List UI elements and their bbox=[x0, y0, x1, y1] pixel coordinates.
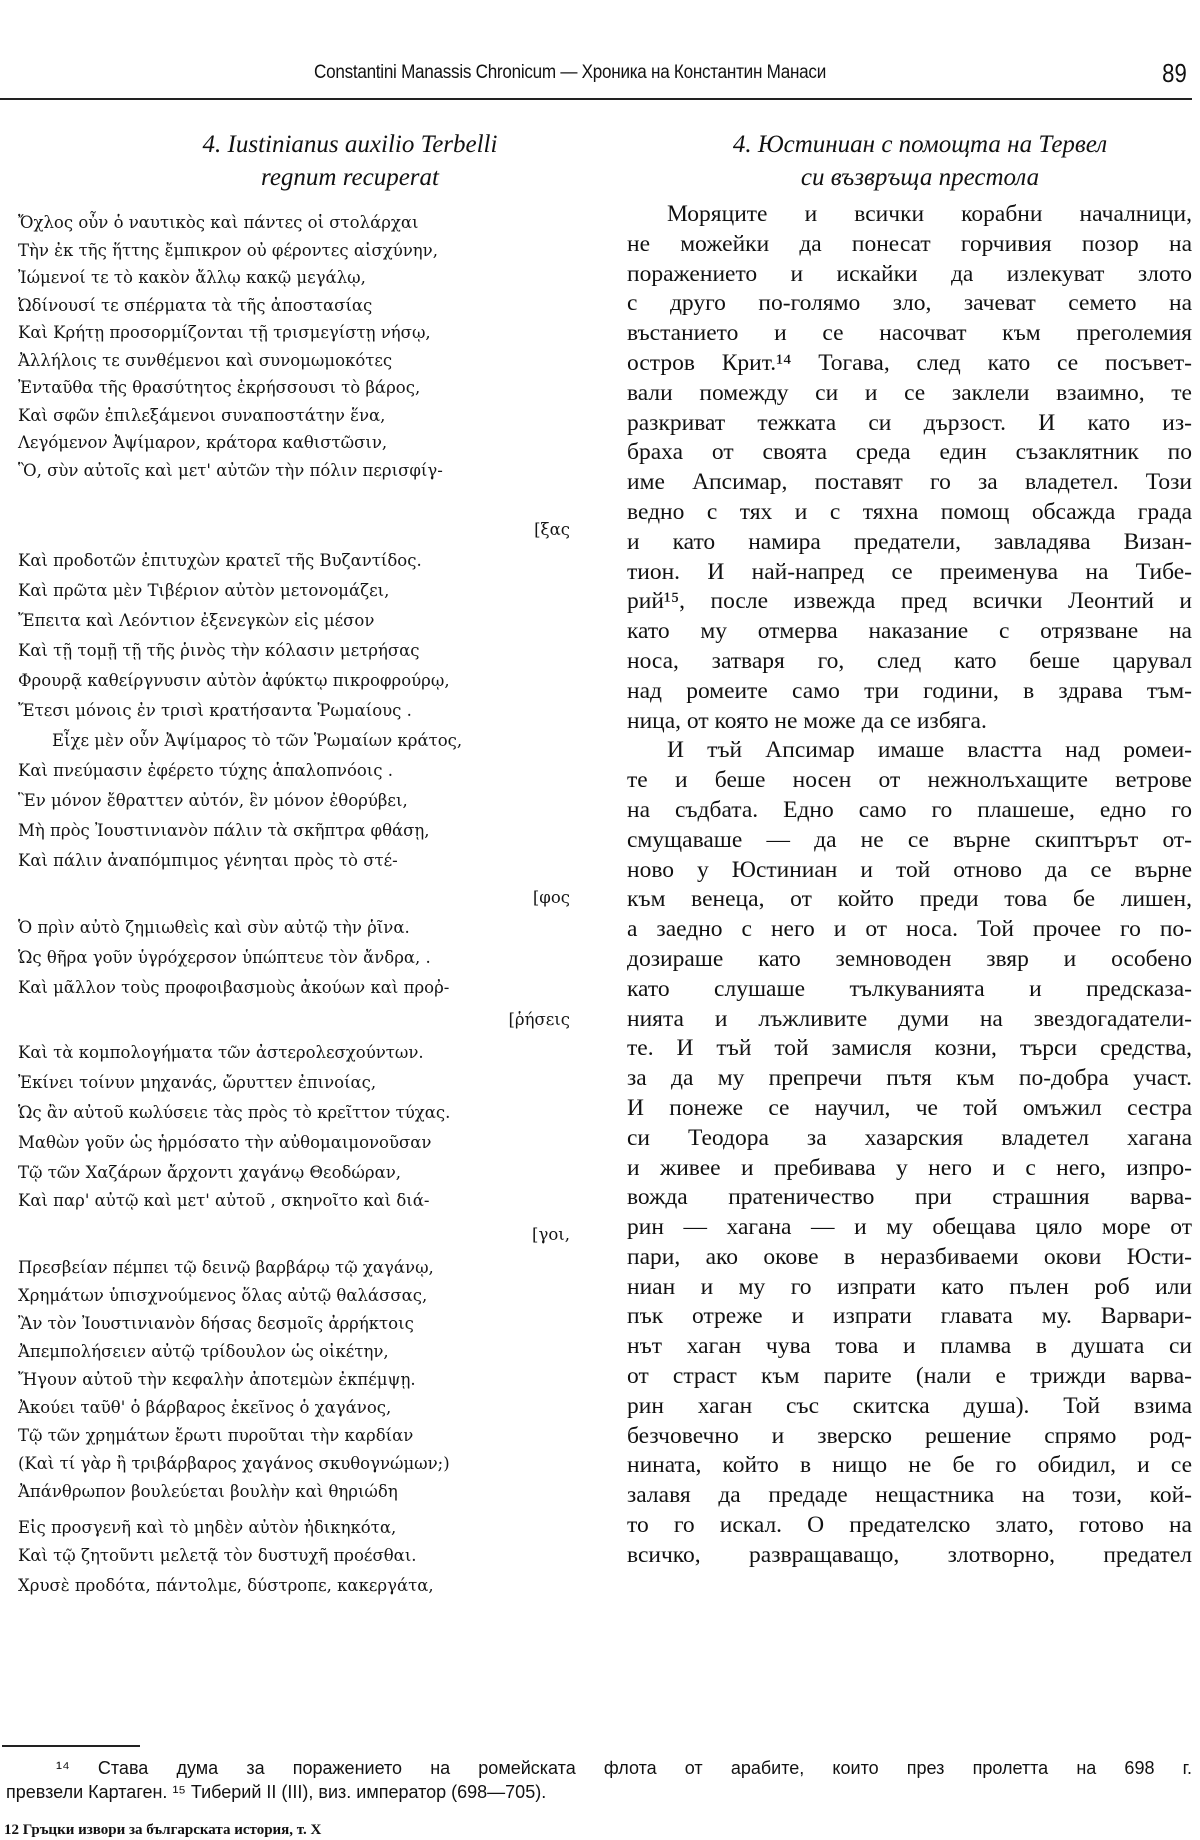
text-line: носа, затваря го, след като беше царувал bbox=[627, 647, 1192, 674]
greek-verse-line: Μὴ πρὸς Ἰουστινιανὸν πάλιν τὰ σκῆπτρα φθάσῃ, bbox=[18, 821, 430, 840]
greek-verse-line: Ἂν τὸν Ἰουστινιανὸν δήσας δεσμοῖς ἀρρήκτοις bbox=[18, 1314, 414, 1333]
text-line: на съдбата. Едно само го плашеше, едно го bbox=[627, 796, 1192, 823]
bulgarian-title-line-2: си възвръща престола bbox=[800, 164, 1040, 191]
greek-verse-line: Ἔπειτα καὶ Λεόντιον ἐξενεγκὼν εἰς μέσον bbox=[18, 611, 375, 630]
greek-verse-line: Εἶχε μὲν οὖν Ἀψίμαρος τὸ τῶν Ῥωμαίων κράτος, bbox=[52, 731, 463, 750]
text-line: нината, който в нищо не бе го обидил, и се bbox=[627, 1452, 1192, 1479]
greek-verse-line: Καὶ πνεύμασιν ἐφέρετο τύχης ἁπαλοπνόοις . bbox=[18, 761, 394, 780]
greek-verse-line: Ἀπεμπολήσειεν αὐτῷ τρίδουλον ὡς οἰκέτην, bbox=[18, 1342, 389, 1361]
text-line: а заедно с него и от носа. Той прочее го по- bbox=[627, 916, 1192, 943]
text-line: залавя да предаде нещастника на този, кой- bbox=[627, 1482, 1192, 1509]
text-line: нията и лъжливите думи на звездогадатели- bbox=[627, 1005, 1192, 1032]
greek-verse-line: Καὶ μᾶλλον τοὺς προφοιβασμοὺς ἀκούων καὶ προῤ- bbox=[18, 978, 450, 997]
greek-verse-line: Ἀπάνθρωπον βουλεύεται βουλὴν καὶ θηριώδη bbox=[18, 1482, 398, 1501]
signature-mark: 12 Гръцки извори за българската история, т. X bbox=[4, 1822, 322, 1838]
footnote-14: ¹⁴ Става дума за поражението на ромейската флота от арабите, които през пролетта на 698 г. bbox=[56, 1758, 1192, 1778]
text-line: рий¹⁵, после извежда пред всички Леонтий и bbox=[627, 588, 1192, 615]
text-line: за да му препречи пътя към по-добра участ. bbox=[627, 1065, 1192, 1092]
text-line: като слушаше тълкуванията и предсказа- bbox=[627, 975, 1192, 1002]
text-line: Моряците и всички корабни началници, bbox=[667, 201, 1192, 227]
greek-verse-line: Ὡς ἂν αὐτοῦ κωλύσειε τὰς πρὸς τὸ κρεῖττον τύχας. bbox=[18, 1103, 451, 1122]
running-head: Constantini Manassis Chronicum — Хроника на Константин Манаси bbox=[314, 62, 826, 83]
verse-continuation: [γοι, bbox=[532, 1225, 570, 1244]
text-line: смущаваше — да не се върне скиптърът от- bbox=[627, 826, 1192, 853]
text-line: и като намира предатели, завладява Визан- bbox=[627, 528, 1192, 555]
text-line: безчовечно и зверско решение спрямо род- bbox=[627, 1422, 1192, 1449]
greek-verse-line: Εἰς προσγενῆ καὶ τὸ μηδὲν αὐτὸν ἠδικηκότα, bbox=[18, 1518, 397, 1537]
text-line: като му отмерва наказание с отрязване на bbox=[627, 618, 1192, 645]
text-line: вали помежду си и се заклели взаимно, те bbox=[627, 379, 1192, 406]
greek-verse-line: Καὶ τῷ ζητοῦντι μελετᾷ τὸν δυστυχῆ προέσθαι. bbox=[18, 1546, 417, 1565]
footnote-15: превзели Картаген. ¹⁵ Тиберий II (III), виз. император (698—705). bbox=[6, 1782, 547, 1802]
greek-verse-line: Ἤγουν αὐτοῦ τὴν κεφαλὴν ἀποτεμὼν ἐκπέμψῃ. bbox=[18, 1370, 416, 1389]
paragraph bbox=[627, 736, 1192, 1570]
greek-verse-line: Ἀλλήλοις τε συνθέμενοι καὶ συνομωμοκότες bbox=[18, 351, 393, 370]
greek-verse-line: Καὶ πρῶτα μὲν Τιβέριον αὐτὸν μετονομάζει, bbox=[18, 581, 390, 600]
text-line: браха от своята среда един съзаклятник по bbox=[627, 439, 1192, 466]
greek-verse-line: Ἀκούει ταῦθ' ὁ βάρβαρος ἐκεῖνος ὁ χαγάνος, bbox=[18, 1398, 392, 1417]
text-line: ведно с тях и с тяхна помощ обсажда града bbox=[627, 498, 1192, 525]
text-line: вожда пратеничество при страшния варва- bbox=[627, 1184, 1192, 1211]
text-line: с друго по-голямо зло, зачеват семето на bbox=[627, 290, 1192, 317]
text-line: въстанието и се насочват към преголемия bbox=[627, 320, 1192, 347]
text-line: към венеца, от който преди това бе лишен, bbox=[627, 886, 1192, 913]
greek-verse-line: Ἰώμενοί τε τὸ κακὸν ἄλλῳ κακῷ μεγάλῳ, bbox=[18, 268, 366, 287]
text-line: рин хаган със скитска душа). Той взима bbox=[627, 1392, 1192, 1419]
greek-title-line-1: 4. Iustinianus auxilio Terbelli bbox=[202, 131, 498, 158]
greek-verse-line: Ὄχλος οὖν ὁ ναυτικὸς καὶ πάντες οἱ στολάρχαι bbox=[18, 213, 419, 232]
greek-section-title bbox=[90, 128, 610, 194]
text-line: ново у Юстиниан и той отново да се върне bbox=[627, 856, 1192, 883]
text-line: те. И тъй той замисля козни, търси средства, bbox=[627, 1035, 1192, 1062]
greek-verse-line: Καὶ προδοτῶν ἐπιτυχὼν κρατεῖ τῆς Βυζαντίδος. bbox=[18, 551, 422, 570]
greek-verse-line: Λεγόμενον Ἀψίμαρον, κράτορα καθιστῶσιν, bbox=[18, 433, 388, 452]
greek-verse-line: Ἔτεσι μόνοις ἐν τρισὶ κρατήσαντα Ῥωμαίους . bbox=[18, 701, 412, 720]
text-line: ница, от която не може да се избяга. bbox=[627, 707, 987, 734]
header-rule bbox=[0, 98, 1192, 100]
text-line: над ромеите само три години, в здрава тъм- bbox=[627, 677, 1192, 704]
text-line: поражението и искайки да излекуват злото bbox=[627, 260, 1192, 287]
verse-continuation: [ξας bbox=[534, 520, 570, 539]
text-line: ниан и му го изпрати като пълен роб или bbox=[627, 1273, 1192, 1300]
greek-verse-line: Καὶ παρ' αὐτῷ καὶ μετ' αὐτοῦ , σκηνοῖτο καὶ διά- bbox=[18, 1191, 430, 1210]
page-number: 89 bbox=[1162, 58, 1187, 88]
text-line: име Апсимар, поставят го за владетел. Този bbox=[627, 469, 1192, 496]
greek-verse-line: Ὁ πρὶν αὐτὸ ζημιωθεὶς καὶ σὺν αὐτῷ τὴν ῥῖνα. bbox=[18, 918, 410, 937]
greek-verse-line: Ἐνταῦθα τῆς θρασύτητος ἐκρήσσουσι τὸ βάρος, bbox=[18, 378, 421, 397]
greek-verse-line: Ὠδίνουσί τε σπέρματα τὰ τῆς ἀποστασίας bbox=[18, 296, 373, 315]
greek-verse-line: Ἓν μόνον ἔθραττεν αὐτόν, ἓν μόνον ἐθορύβει, bbox=[18, 791, 408, 810]
footnote-rule bbox=[2, 1745, 140, 1747]
verse-continuation: [ῥήσεις bbox=[508, 1010, 570, 1029]
greek-verse-line: Καὶ σφῶν ἐπιλεξάμενοι συναποστάτην ἕνα, bbox=[18, 406, 386, 425]
text-line: И понеже се научил, че той омъжил сестра bbox=[627, 1094, 1192, 1121]
text-line: всичко, развращаващо, злотворно, предател bbox=[627, 1541, 1192, 1568]
greek-verse-line: Φρουρᾷ καθείργνυσιν αὐτὸν ἀφύκτῳ πικροφρούρῳ, bbox=[18, 671, 450, 690]
greek-verse-line: Χρυσὲ προδότα, πάντολμε, δύστροπε, κακεργάτα, bbox=[18, 1576, 434, 1595]
bulgarian-section-title bbox=[660, 128, 1180, 194]
paragraph bbox=[627, 200, 1192, 736]
greek-verse-line: Ἐκίνει τοίνυν μηχανάς, ὤρυττεν ἐπινοίας, bbox=[18, 1073, 377, 1092]
text-line: остров Крит.¹⁴ Тогава, след като се посъвет- bbox=[627, 349, 1192, 376]
text-line: пък отреже и изпрати главата му. Варвари- bbox=[627, 1303, 1192, 1330]
text-line: И тъй Апсимар имаше властта над ромеи- bbox=[667, 737, 1192, 764]
greek-title-line-2: regnum recuperat bbox=[261, 164, 439, 191]
text-line: нът хаган чува това и пламва в душата си bbox=[627, 1333, 1192, 1360]
text-line: от страст към парите (нали е трижди варва- bbox=[627, 1363, 1192, 1390]
greek-verse-line: Ὡς θῆρα γοῦν ὑγρόχερσον ὑπώπτευε τὸν ἄνδρα, . bbox=[18, 948, 431, 967]
text-line: и живее и пребивава у него и с него, изпро- bbox=[627, 1154, 1192, 1181]
greek-verse-line: Μαθὼν γοῦν ὡς ἡρμόσατο τὴν αὐθομαιμονοῦσαν bbox=[18, 1133, 432, 1152]
text-line: не можейки да понесат горчивия позор на bbox=[627, 230, 1192, 257]
greek-verse-line: Χρημάτων ὑπισχνούμενος ὅλας αὐτῷ θαλάσσας, bbox=[18, 1286, 428, 1305]
greek-verse-line: (Καὶ τί γὰρ ἢ τριβάρβαρος χαγάνος σκυθογνώμων;) bbox=[18, 1454, 450, 1473]
text-line: разкриват тежката си дързост. И като из- bbox=[627, 409, 1192, 436]
verse-continuation: [φος bbox=[532, 888, 570, 907]
greek-verse-line: Τὴν ἐκ τῆς ἥττης ἔμπικρον οὐ φέροντες αἰσχύνην, bbox=[18, 241, 438, 260]
bulgarian-title-line-1: 4. Юстиниан с помощта на Тервел bbox=[732, 131, 1108, 158]
text-line: пари, ако окове в неразбиваеми окови Юсти- bbox=[627, 1243, 1192, 1270]
text-line: то го искал. О предателско злато, готово на bbox=[627, 1512, 1192, 1539]
text-line: рин — хагана — и му обещава цяло море от bbox=[627, 1214, 1192, 1241]
greek-verse-line: Πρεσβείαν πέμπει τῷ δεινῷ βαρβάρῳ τῷ χαγάνῳ, bbox=[18, 1258, 434, 1277]
text-line: дозираше като земноводен звяр и особено bbox=[627, 945, 1192, 972]
bulgarian-translation-column bbox=[627, 200, 1192, 1571]
greek-verse-line: Καὶ τὰ κομπολογήματα τῶν ἀστερολεσχούντων. bbox=[18, 1043, 424, 1062]
greek-verse-line: Τῷ τῶν χρημάτων ἔρωτι πυροῦται τὴν καρδίαν bbox=[18, 1426, 414, 1445]
greek-verse-line: Τῷ τῶν Χαζάρων ἄρχοντι χαγάνῳ Θεοδώραν, bbox=[18, 1163, 402, 1182]
greek-verse-line: Καὶ πάλιν ἀναπόμπιμος γένηται πρὸς τὸ στέ- bbox=[18, 851, 398, 870]
greek-verse-line: Καὶ Κρήτῃ προσορμίζονται τῇ τρισμεγίστῃ νήσῳ, bbox=[18, 323, 431, 342]
text-line: те и беше носен от нежнолъхащите ветрове bbox=[627, 767, 1192, 794]
greek-verse-line: Ὃ, σὺν αὐτοῖς καὶ μετ' αὐτῶν τὴν πόλιν περισφίγ- bbox=[18, 461, 443, 480]
greek-verse-line: Καὶ τῇ τομῇ τῇ τῆς ῥινὸς τὴν κόλασιν μετρήσας bbox=[18, 641, 420, 660]
text-line: си Теодора за хазарския владетел хагана bbox=[627, 1124, 1192, 1151]
text-line: тион. И най-напред се преименува на Тибе- bbox=[627, 558, 1192, 585]
